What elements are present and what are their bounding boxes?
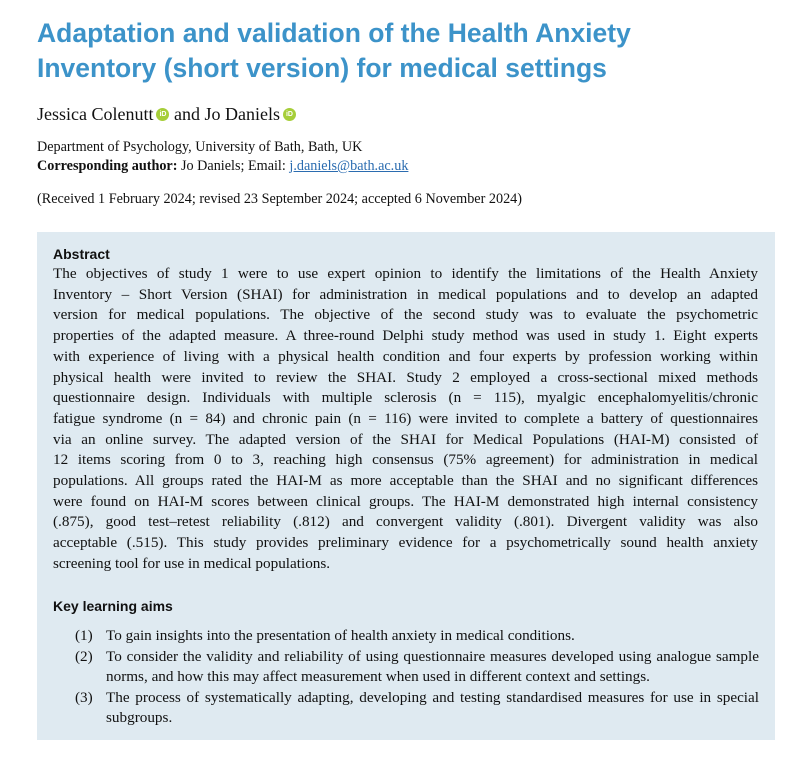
aim-text: The process of systematically adapting, developing and testing standardised measures for use in special subgroups. (106, 688, 759, 726)
abstract-line: were found on HAI-M scores between clinical groups. The HAI-M demonstrated high internal consistency (53, 492, 758, 510)
abstract-line: populations. All groups rated the HAI-M as more acceptable than the SHAI and no significant differences (53, 472, 758, 490)
abstract-line: physical health were invited to review the SHAI. Study 2 employed a cross-sectional mixed methods (53, 368, 758, 386)
aim-number: (2) (75, 647, 93, 665)
aim-text: To consider the validity and reliability of using questionnaire measures developed using analogue sample norms, and how this may affect measurement when used in different context and settings. (106, 647, 759, 685)
author-name[interactable]: Jo Daniels (204, 104, 280, 124)
abstract-line: properties of the adapted measure. A three-round Delphi study method was used in study 1. Eight experts (53, 327, 758, 345)
abstract-box (37, 232, 775, 740)
abstract-heading: Abstract (53, 246, 110, 262)
abstract-line: The objectives of study 1 were to use expert opinion to identify the limitations of the Health Anxiety (53, 265, 758, 282)
abstract-line: fatigue syndrome (n = 84) and chronic pain (n = 116) were invited to complete a battery of questionnaires (53, 409, 758, 427)
orcid-icon[interactable]: iD (283, 108, 296, 121)
email-link[interactable]: j.daniels@bath.ac.uk (289, 158, 409, 174)
abstract-line: (.875), good test–retest reliability (.812) and convergent validity (.801). Divergent validity was also (53, 513, 758, 531)
abstract-line: 12 items scoring from 0 to 3, reaching high consensus (75% agreement) for administration in medical (53, 451, 758, 469)
list-item (75, 626, 759, 647)
aim-number: (3) (75, 688, 93, 706)
corresponding-label: Corresponding author: (37, 158, 178, 174)
abstract-line: version for medical populations. The objective of the second study was to evaluate the psychometric (53, 306, 758, 324)
abstract-line: questionnaire design. Individuals with multiple sclerosis (n = 115), myalgic encephalomyelitis/chronic (53, 389, 758, 407)
author-name[interactable]: Jessica Colenutt (37, 104, 154, 124)
key-learning-heading: Key learning aims (53, 598, 173, 614)
title-line: Adaptation and validation of the Health Anxiety (37, 18, 631, 48)
aim-text: To gain insights into the presentation of health anxiety in medical conditions. (106, 627, 575, 644)
title-line: Inventory (short version) for medical settings (37, 53, 607, 83)
abstract-line: via an online survey. The adapted version of the SHAI for Medical Populations (HAI-M) consisted of (53, 430, 758, 448)
abstract-line: screening tool for use in medical populations. (53, 554, 331, 572)
abstract-line: Inventory – Short Version (SHAI) for administration in medical populations and to develop an adapted (53, 285, 758, 303)
aim-number: (1) (75, 627, 93, 644)
corresponding-text: Jo Daniels; Email: (181, 158, 286, 174)
abstract-text (53, 264, 758, 575)
corresponding-author (37, 157, 408, 176)
abstract-line: acceptable (.515). This study provides preliminary evidence for a psychometrically sound health anxiety (53, 534, 758, 552)
author-conjunction: and (173, 104, 200, 124)
orcid-icon[interactable]: iD (156, 108, 169, 121)
list-item (75, 647, 759, 688)
article-title (37, 16, 777, 86)
received-dates: (Received 1 February 2024; revised 23 September 2024; accepted 6 November 2024) (37, 191, 522, 207)
author-list (37, 102, 296, 126)
list-item (75, 688, 759, 729)
abstract-line: with experience of living with a physical health condition and four experts by profession working within (53, 347, 758, 365)
affiliation: Department of Psychology, University of Bath, Bath, UK (37, 139, 363, 155)
key-learning-list (75, 626, 759, 729)
